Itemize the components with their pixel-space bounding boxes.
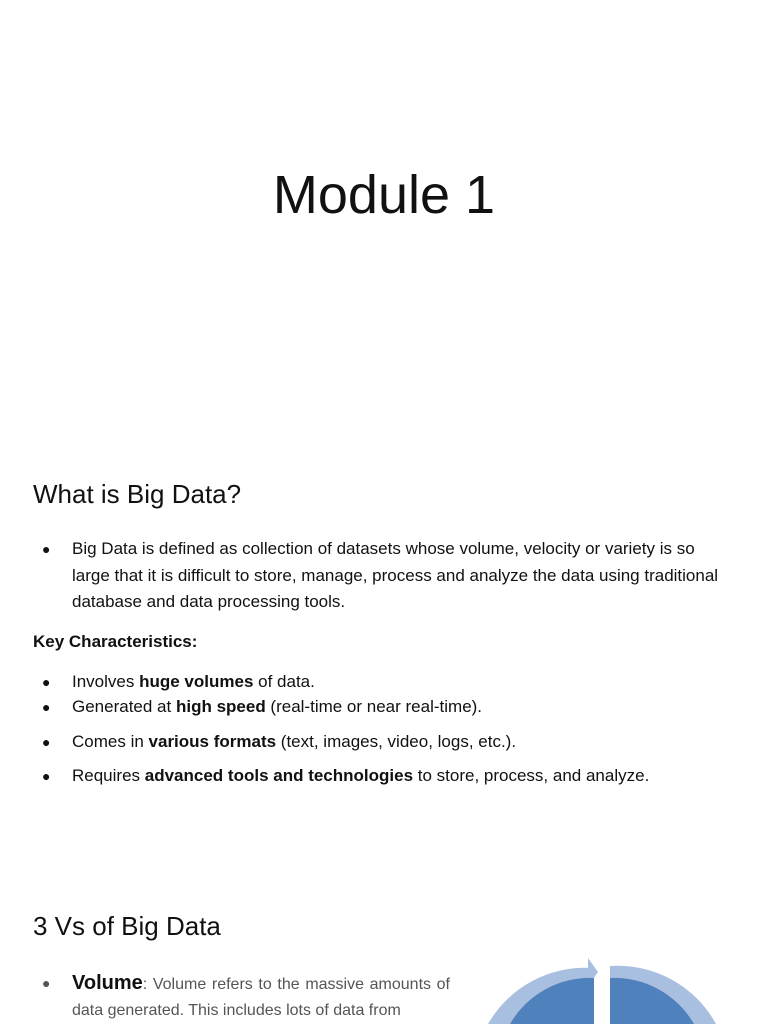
what-is-big-data-heading: What is Big Data? — [33, 479, 242, 509]
bullet-icon: ● — [42, 699, 51, 715]
bullet-icon: ● — [42, 734, 51, 750]
bullet-icon: ● — [42, 768, 51, 784]
bullet-icon: ● — [42, 541, 51, 557]
characteristic-text: Generated at high speed (real-time or near real-time). — [72, 697, 483, 716]
definition-text: Big Data is defined as collection of datasets whose volume, velocity or variety is so large that it is difficult to store, manage, process and analyze the data using traditional database and data processing tools. — [72, 539, 719, 611]
volume-term: Volume — [72, 972, 143, 994]
module-title: Module 1 — [272, 165, 496, 225]
characteristic-text: Comes in various formats (text, images, video, logs, etc.). — [72, 732, 517, 751]
three-vs-heading: 3 Vs of Big Data — [33, 911, 221, 941]
key-characteristics-label: Key Characteristics: — [33, 632, 198, 651]
cycle-diagram-graphic — [470, 950, 730, 1024]
volume-description: Volume: Volume refers to the massive amounts of data generated. This includes lots of data from — [72, 972, 450, 1019]
characteristic-text: Requires advanced tools and technologies to store, process, and analyze. — [72, 766, 650, 785]
characteristic-text: Involves huge volumes of data. — [72, 672, 315, 691]
bullet-icon: ● — [42, 975, 51, 991]
three-vs-cycle-diagram — [470, 950, 730, 1024]
bullet-icon: ● — [42, 674, 51, 690]
